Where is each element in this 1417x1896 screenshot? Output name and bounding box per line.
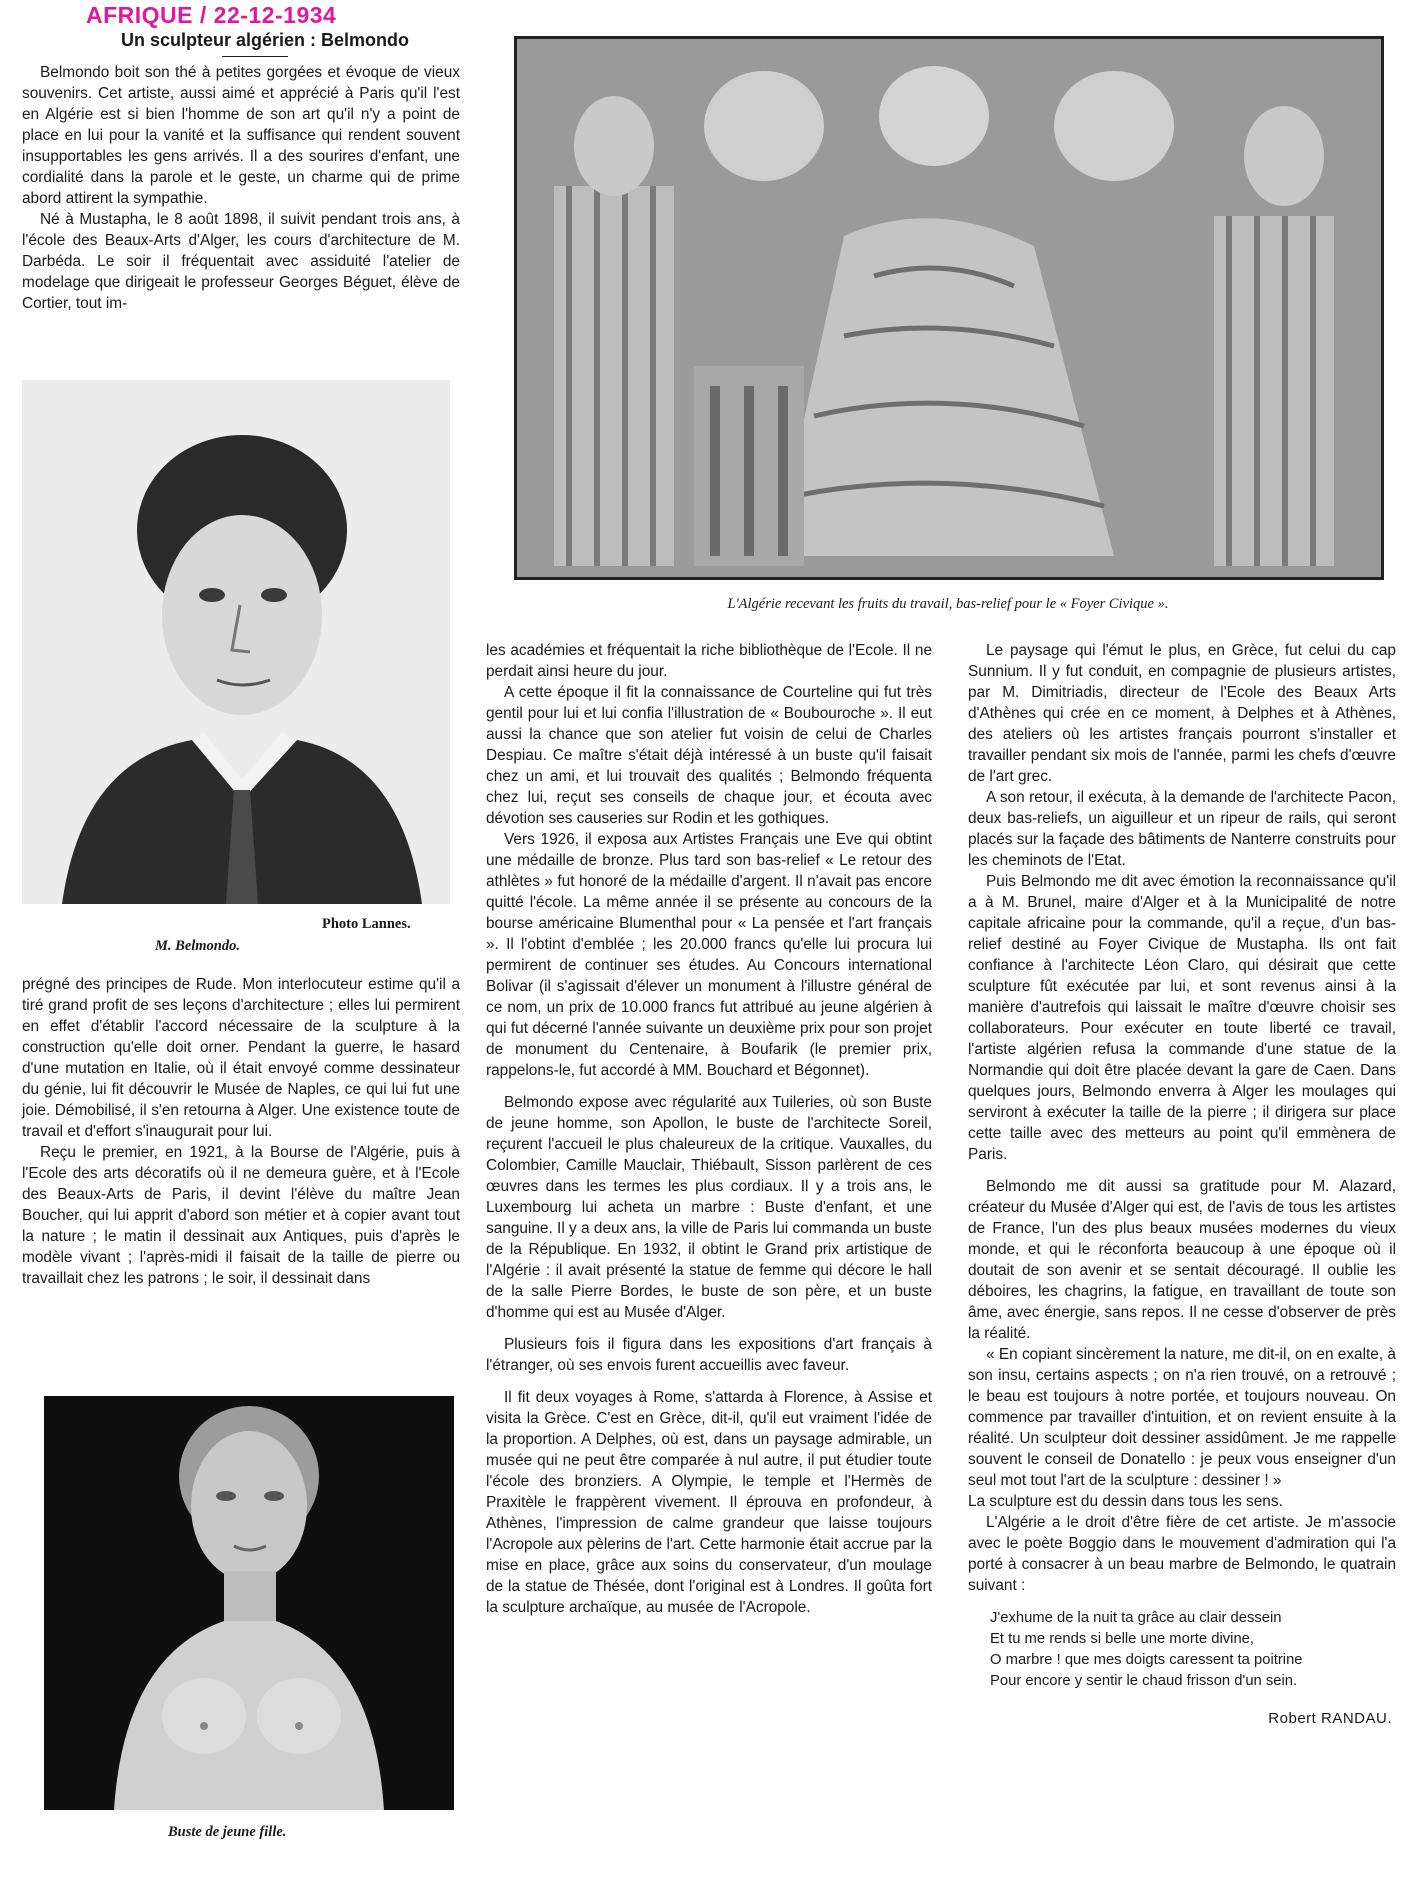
portrait-photo	[22, 380, 450, 904]
paragraph: Le paysage qui l'émut le plus, en Grèce, fut celui du cap Sunnium. Il y fut conduit, en compagnie de plusieurs artistes, par M. Dimitriadis, directeur de l'Ecole des Beaux Arts d'Athènes qui crée en ce moment, à Delphes et à Athènes, des ateliers où les artistes français pourront s'installer et travailler pendant six mois de l'année, parmi les chefs d'œuvre de l'art grec.	[968, 642, 1396, 785]
portrait-caption: M. Belmondo.	[155, 938, 240, 954]
paragraph: Reçu le premier, en 1921, à la Bourse de l'Algérie, puis à l'Ecole des arts décoratifs où il ne demeura guère, et à l'Ecole des Beaux-Arts de Paris, il devint l'élève du maître Jean Boucher, qui lui apprit d'abord son métier et à copier avant tout la nature ; le matin il dessinait aux Antiques, puis d'après le modèle vivant ; l'après-midi il faisait de la taille de pierre ou travaillait chez les patrons ; le soir, il dessinait dans	[22, 1144, 460, 1287]
poem-line: Pour encore y sentir le chaud frisson d'un sein.	[990, 1673, 1298, 1689]
paragraph: L'Algérie a le droit d'être fière de cet artiste. Je m'associe avec le poète Boggio dans le mouvement d'admiration qui l'a porté à consacrer à un beau marbre de Belmondo, le quatrain suivant :	[968, 1514, 1396, 1594]
paragraph: Belmondo boit son thé à petites gorgées et évoque de vieux souvenirs. Cet artiste, aussi aimé et apprécié à Paris qu'il l'est en Algérie est si bien l'homme de son art qu'il n'y a point de place en lui pour la vanité et la suffisance qui rendent souvent insupportables les gens arrivés. Il a des sourires d'enfant, une cordialité dans la parole et le geste, un charme qui de prime abord attirent la sympathie.	[22, 64, 460, 207]
relief-illustration	[514, 36, 1384, 580]
masthead: AFRIQUE / 22-12-1934	[86, 2, 337, 28]
paragraph: les académies et fréquentait la riche bibliothèque de l'Ecole. Il ne perdait ainsi heure du jour.	[486, 642, 932, 680]
author-signature: Robert RANDAU.	[1268, 1710, 1392, 1727]
paragraph: « En copiant sincèrement la nature, me dit-il, on en exalte, à son insu, certains aspects ; on n'a rien trouvé, on a retrouvé ; le beau est toujours à notre portée, et toujours nouveau. On commence par travailler d'intuition, et on revient ensuite à la réalité. Un sculpteur doit dessiner assidûment. Je me rappelle souvent le conseil de Donatello : je peux vous enseigner d'un seul mot tout l'art de la sculpture : dessiner ! »	[968, 1346, 1396, 1489]
quatrain	[968, 1608, 1396, 1692]
bust-illustration	[44, 1396, 454, 1810]
bust-caption: Buste de jeune fille.	[168, 1824, 287, 1840]
relief-caption: L'Algérie recevant les fruits du travail, bas-relief pour le « Foyer Civique ».	[727, 596, 1169, 612]
paragraph: prégné des principes de Rude. Mon interlocuteur estime qu'il a tiré grand profit de ses leçons d'architecture ; elles lui permirent en effet d'établir l'accord nécessaire de la sculpture à la construction qu'elle doit orner. Pendant la guerre, le hasard d'une mutation en Italie, où il était envoyé comme dessinateur du génie, lui fit découvrir le Musée de Naples, ce qui lui fut une joie. Démobilisé, il s'en retourna à Alger. Une existence toute de travail et d'effort s'inaugurait pour lui.	[22, 976, 460, 1140]
paragraph: Plusieurs fois il figura dans les expositions d'art français à l'étranger, où ses envois furent accueillis avec faveur.	[486, 1336, 932, 1374]
paragraph: Vers 1926, il exposa aux Artistes Français une Eve qui obtint une médaille de bronze. Plus tard son bas-relief « Le retour des athlètes » fut honoré de la médaille d'argent. Il n'avait pas encore quitté l'école. La même année il se présente au concours de la bourse américaine Blumenthal pour « La pensée et l'art français ». Il l'obtint d'emblée ; les 20.000 francs qu'elle lui procura lui permirent de continuer ses études. Au Concours international Bolivar (il s'agissait d'élever un monument à l'illustre général de ce nom, un prix de 10.000 francs fut attribué au jeune algérien à qui fut décerné l'année suivante un deuxième prix pour son projet de monument du Centenaire, à Boufarik (le premier prix, rappelons-le, fut accordé à MM. Bouchard et Bégonnet).	[486, 831, 932, 1079]
poem-line: J'exhume de la nuit ta grâce au clair dessein	[990, 1610, 1282, 1626]
column-1-bottom	[22, 974, 460, 1289]
paragraph: Né à Mustapha, le 8 août 1898, il suivit pendant trois ans, à l'école des Beaux-Arts d'Alger, les cours d'architecture de M. Darbéda. Le soir il fréquentait avec assiduité l'atelier de modelage que dirigeait le professeur Georges Béguet, élève de Cortier, tout im-	[22, 211, 460, 312]
paragraph: A son retour, il exécuta, à la demande de l'architecte Pacon, deux bas-reliefs, un aiguilleur et un ripeur de rails, qui seront placés sur la façade des bâtiments de Nanterre construits pour les cheminots de l'Etat.	[968, 789, 1396, 869]
portrait-illustration	[22, 380, 450, 904]
paragraph: Puis Belmondo me dit avec émotion la reconnaissance qu'il a à M. Brunel, maire d'Alger et à la Municipalité de notre capitale africaine pour la commande, qu'il a reçue, d'un bas-relief destiné au Foyer Civique de Mustapha. Ils ont fait confiance à l'architecte Léon Claro, qui désirait que cette sculpture fût exécutée par lui, et sont revenus ainsi à la manière d'autrefois qui laissait le maître d'œuvre choisir ses collaborateurs. Pour exécuter en toute liberté ce travail, l'artiste algérien refusa la commande d'une statue de la Normandie qui doit être placée devant la gare de Caen. Dans quelques jours, Belmondo enverra à Alger les moulages qui serviront à exécuter la taille de la pierre ; il dirigera sur place cette taille avec des metteurs au point qu'il emmènera de Paris.	[968, 873, 1396, 1163]
poem-line: Et tu me rends si belle une morte divine,	[990, 1631, 1255, 1647]
paragraph: Belmondo expose avec régularité aux Tuileries, où son Buste de jeune homme, son Apollon, le buste de l'architecte Soreil, reçurent l'accueil le plus chaleureux de la critique. Vauxalles, du Colombier, Camille Mauclair, Thiébault, Sisson parlèrent de ces œuvres dans les termes les plus cordiaux. Il y a trois ans, le Luxembourg lui acheta un marbre : Buste d'enfant, et une sanguine. Il y a deux ans, la ville de Paris lui commanda un buste de la République. En 1932, il obtint le Grand prix artistique de l'Algérie : il avait présenté la statue de femme qui décore le hall de la salle Pierre Bordes, le buste de son père, et un buste d'homme qui est au Musée d'Alger.	[486, 1094, 932, 1321]
portrait-credit: Photo Lannes.	[322, 916, 411, 932]
paragraph: La sculpture est du dessin dans tous les sens.	[968, 1493, 1283, 1510]
paragraph: Il fit deux voyages à Rome, s'attarda à Florence, à Assise et visita la Grèce. C'est en Grèce, dit-il, qu'il eut vraiment l'idée de la proportion. A Delphes, où est, dans un paysage admirable, un musée qui ne peut être comparée à nul autre, il put étudier toute l'école des bronziers. A Olympie, le temple et l'Hermès de Praxitèle le frappèrent vivement. Il éprouva en profondeur, à Athènes, l'impression de calme grandeur que laisse toujours l'Acropole aux pèlerins de l'art. Cette harmonie était accrue par la mise en place, grâce aux soins du conservateur, d'un moulage de la statue de Thésée, dont l'original est à Londres. Il goûta fort la sculpture archaïque, au musée de l'Acropole.	[486, 1389, 932, 1616]
title-rule	[222, 56, 288, 57]
column-1-top	[22, 62, 460, 314]
column-2	[486, 640, 932, 1618]
bust-photo	[44, 1396, 454, 1810]
article-title: Un sculpteur algérien : Belmondo	[120, 30, 410, 50]
column-3	[968, 640, 1396, 1729]
paragraph: Belmondo me dit aussi sa gratitude pour M. Alazard, créateur du Musée d'Alger qui est, de l'avis de tous les artistes de France, l'un des plus beaux musées modernes du vieux monde, et qui le réconforta beaucoup à une époque où il doutait de son avenir et se sentait découragé. Il oublie les déboires, les chagrins, la fatigue, en travaillant de toute son âme, avec énergie, sans repos. Il ne cesse d'observer de près la réalité.	[968, 1178, 1396, 1342]
paragraph: A cette époque il fit la connaissance de Courteline qui fut très gentil pour lui et lui confia l'illustration de « Boubouroche ». Il eut aussi la chance que son atelier fut voisin de celui de Charles Despiau. Ce maître s'était déjà intéressé à un buste qu'il faisait chez un ami, et lui trouvait des qualités ; Belmondo fréquenta chez lui, reçut ses conseils de chaque jour, et écouta avec dévotion ses causeries sur Rodin et les gothiques.	[486, 684, 932, 827]
relief-photo	[514, 36, 1384, 580]
poem-line: O marbre ! que mes doigts caressent ta poitrine	[990, 1652, 1303, 1668]
